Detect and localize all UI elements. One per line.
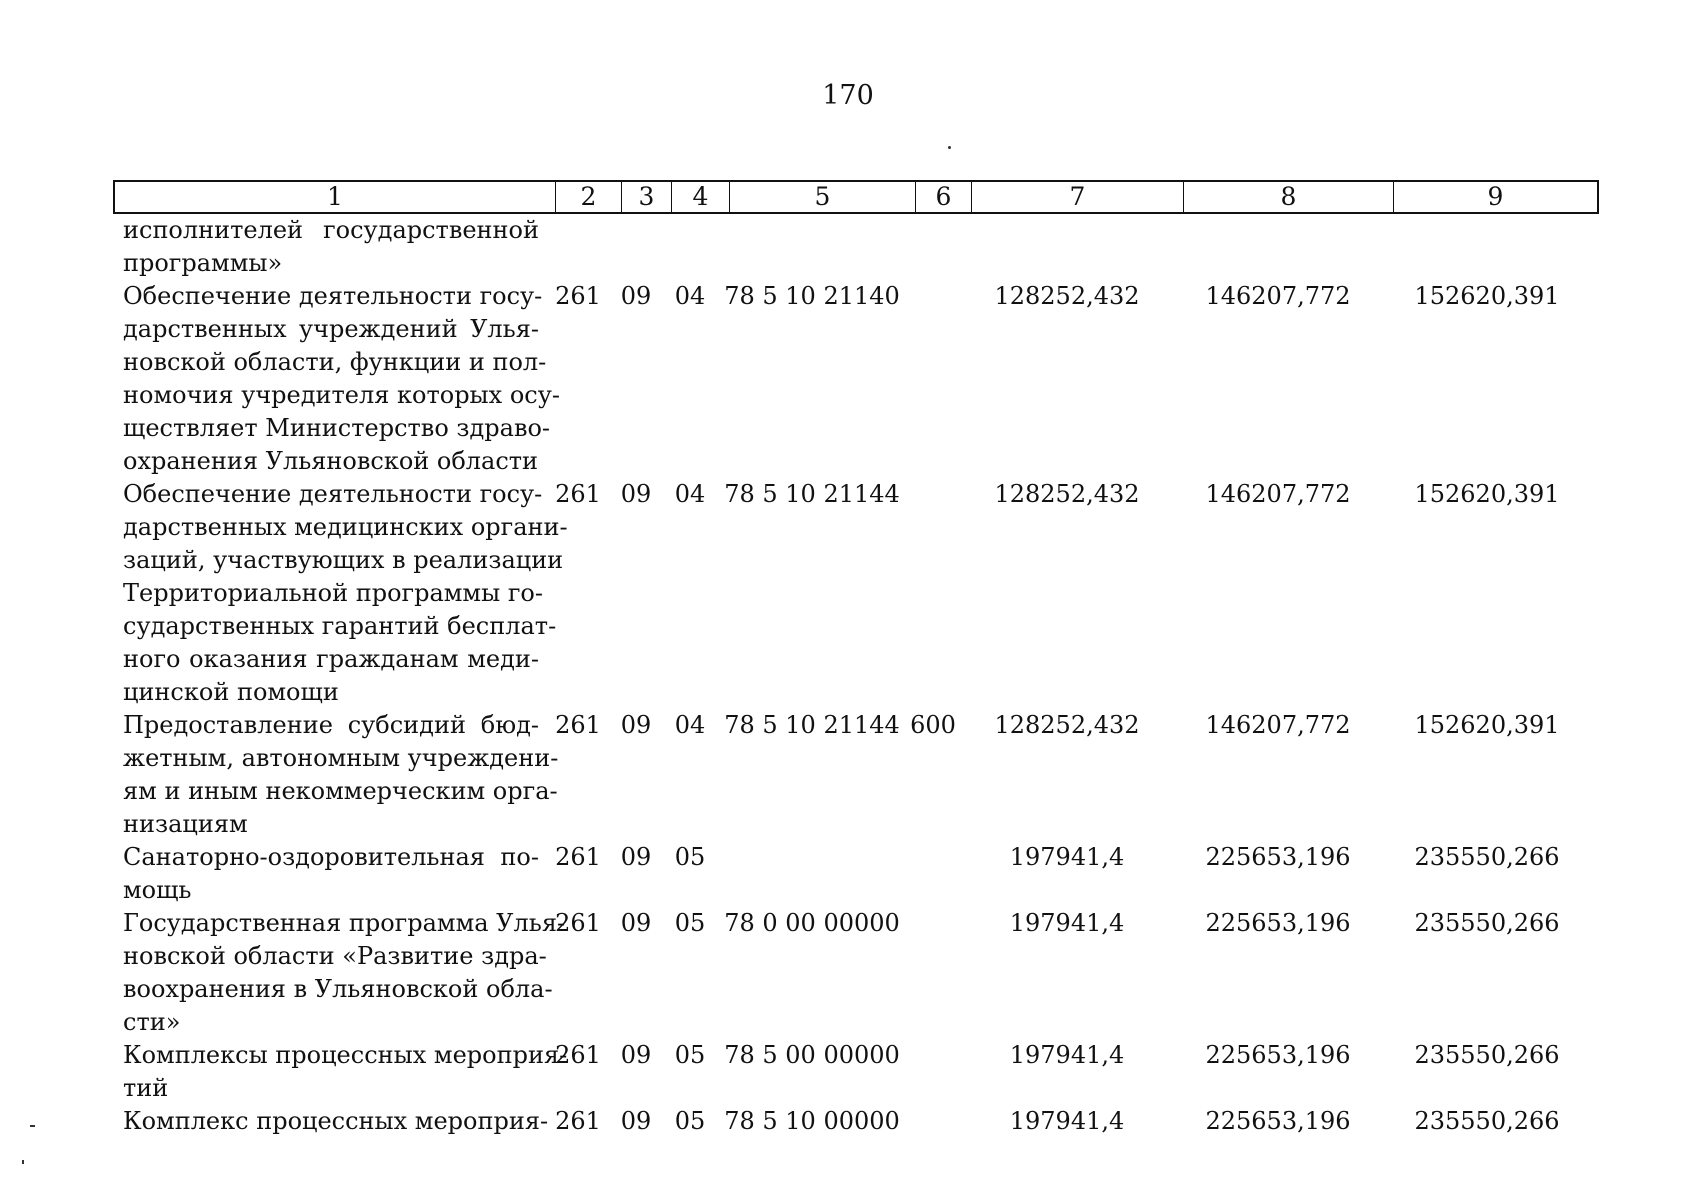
cell-col-3: 09	[620, 480, 652, 508]
cell-col-4: 04	[674, 711, 706, 739]
cell-col-4: 05	[674, 843, 706, 871]
row-description	[113, 907, 566, 1039]
description-line: Комплексы процессных мероприя-	[123, 1041, 568, 1069]
description-line: мощь	[123, 876, 192, 904]
header-col-9: 9	[1393, 182, 1597, 212]
description-line: дарственных медицинских органи-	[123, 513, 568, 541]
cell-col-3: 09	[620, 909, 652, 937]
cell-col-2: 261	[555, 711, 601, 739]
cell-col-6	[905, 907, 961, 1039]
cell-col-7	[961, 214, 1173, 280]
cell-col-5	[719, 841, 905, 907]
description-line: Государственная программа Улья-	[123, 909, 566, 937]
header-col-2: 2	[555, 182, 621, 212]
table-header	[113, 180, 1599, 214]
description-line: номочия учредителя которых осу-	[123, 381, 560, 409]
cell-col-6	[905, 214, 961, 280]
table-row	[113, 1039, 1593, 1105]
cell-col-4: 05	[674, 1107, 706, 1135]
cell-col-7: 197941,4	[1009, 843, 1125, 871]
cell-col-2: 261	[555, 1107, 601, 1135]
description-line: жетным, автономным учреждени-	[123, 744, 559, 772]
cell-col-3: 09	[620, 843, 652, 871]
cell-col-9: 235550,266	[1414, 909, 1560, 937]
row-description	[113, 1105, 549, 1138]
cell-col-9: 235550,266	[1414, 1041, 1560, 1069]
row-description	[113, 478, 568, 709]
description-line: сударственных гарантий бесплат-	[123, 612, 557, 640]
description-line: низациям	[123, 810, 248, 838]
cell-col-7: 128252,432	[994, 711, 1140, 739]
cell-col-8: 225653,196	[1205, 1041, 1351, 1069]
cell-col-2: 261	[555, 480, 601, 508]
description-line: тий	[123, 1074, 169, 1102]
description-line: Комплекс процессных мероприя-	[123, 1107, 549, 1135]
cell-col-7: 197941,4	[1009, 1107, 1125, 1135]
table-row	[113, 907, 1593, 1039]
cell-col-7: 197941,4	[1009, 909, 1125, 937]
cell-col-4: 05	[674, 1041, 706, 1069]
cell-col-5: 78 5 10 00000	[724, 1107, 900, 1135]
row-description	[113, 214, 545, 280]
cell-col-6	[905, 1039, 961, 1105]
cell-col-5: 78 5 10 21144	[724, 480, 900, 508]
description-line: Предоставление субсидий бюд-	[123, 711, 539, 739]
cell-col-9: 235550,266	[1414, 843, 1560, 871]
cell-col-3: 09	[620, 711, 652, 739]
description-line: Санаторно-оздоровительная по-	[123, 843, 539, 871]
description-line: ного оказания гражданам меди-	[123, 645, 539, 673]
cell-col-6: 600	[910, 711, 956, 739]
description-line: ществляет Министерство здраво-	[123, 414, 551, 442]
cell-col-4: 05	[674, 909, 706, 937]
cell-col-9: 235550,266	[1414, 1107, 1560, 1135]
description-line: цинской помощи	[123, 678, 339, 706]
page-number: 170	[822, 80, 874, 111]
cell-col-9: 152620,391	[1414, 711, 1560, 739]
description-line: заций, участвующих в реализации	[123, 546, 564, 574]
header-col-5: 5	[729, 182, 915, 212]
header-col-4: 4	[671, 182, 729, 212]
cell-col-6	[905, 841, 961, 907]
row-description	[113, 1039, 568, 1105]
cell-col-2: 261	[555, 909, 601, 937]
scan-speck	[22, 1160, 24, 1164]
description-line: Обеспечение деятельности госу-	[123, 282, 543, 310]
description-line: сти»	[123, 1008, 181, 1036]
cell-col-7: 128252,432	[994, 282, 1140, 310]
table-row	[113, 280, 1593, 478]
cell-col-5: 78 0 00 00000	[724, 909, 900, 937]
cell-col-5: 78 5 00 00000	[724, 1041, 900, 1069]
table-row	[113, 1105, 1593, 1138]
cell-col-6	[905, 1105, 961, 1138]
header-col-6: 6	[915, 182, 971, 212]
description-line: исполнителей государственной	[123, 216, 539, 244]
table-row	[113, 841, 1593, 907]
cell-col-8	[1173, 214, 1383, 280]
row-description	[113, 841, 545, 907]
cell-col-9: 152620,391	[1414, 282, 1560, 310]
description-line: новской области, функции и пол-	[123, 348, 547, 376]
header-col-1: 1	[327, 182, 343, 211]
cell-col-8: 225653,196	[1205, 843, 1351, 871]
cell-col-5: 78 5 10 21144	[724, 711, 900, 739]
description-line: ям и иным некоммерческим орга-	[123, 777, 558, 805]
description-line: охранения Ульяновской области	[123, 447, 539, 475]
description-line: Территориальной программы го-	[123, 579, 543, 607]
cell-col-3: 09	[620, 282, 652, 310]
cell-col-4: 04	[674, 282, 706, 310]
cell-col-3	[611, 214, 661, 280]
cell-col-3: 09	[620, 1107, 652, 1135]
row-description	[113, 709, 559, 841]
header-col-7: 7	[971, 182, 1183, 212]
description-line: новской области «Развитие здра-	[123, 942, 547, 970]
header-col-3: 3	[621, 182, 671, 212]
table-row	[113, 478, 1593, 709]
cell-col-9: 152620,391	[1414, 480, 1560, 508]
description-line: воохранения в Ульяновской обла-	[123, 975, 553, 1003]
row-description	[113, 280, 560, 478]
cell-col-2: 261	[555, 1041, 601, 1069]
cell-col-7: 128252,432	[994, 480, 1140, 508]
cell-col-5	[719, 214, 905, 280]
description-line: программы»	[123, 249, 283, 277]
description-line: дарственных учреждений Улья-	[123, 315, 539, 343]
cell-col-8: 146207,772	[1205, 480, 1351, 508]
header-col-8: 8	[1183, 182, 1393, 212]
cell-col-6	[905, 280, 961, 478]
cell-col-5: 78 5 10 21140	[724, 282, 900, 310]
cell-col-4	[661, 214, 719, 280]
cell-col-2: 261	[555, 282, 601, 310]
description-line: Обеспечение деятельности госу-	[123, 480, 543, 508]
scan-speck	[948, 146, 951, 149]
scan-speck	[30, 1125, 35, 1127]
cell-col-8: 146207,772	[1205, 711, 1351, 739]
cell-col-9	[1383, 214, 1591, 280]
table-body	[113, 214, 1593, 1138]
cell-col-8: 146207,772	[1205, 282, 1351, 310]
cell-col-3: 09	[620, 1041, 652, 1069]
cell-col-2	[545, 214, 611, 280]
cell-col-8: 225653,196	[1205, 909, 1351, 937]
table-row	[113, 214, 1593, 280]
cell-col-6	[905, 478, 961, 709]
cell-col-2: 261	[555, 843, 601, 871]
cell-col-8: 225653,196	[1205, 1107, 1351, 1135]
cell-col-4: 04	[674, 480, 706, 508]
cell-col-7: 197941,4	[1009, 1041, 1125, 1069]
table-row	[113, 709, 1593, 841]
